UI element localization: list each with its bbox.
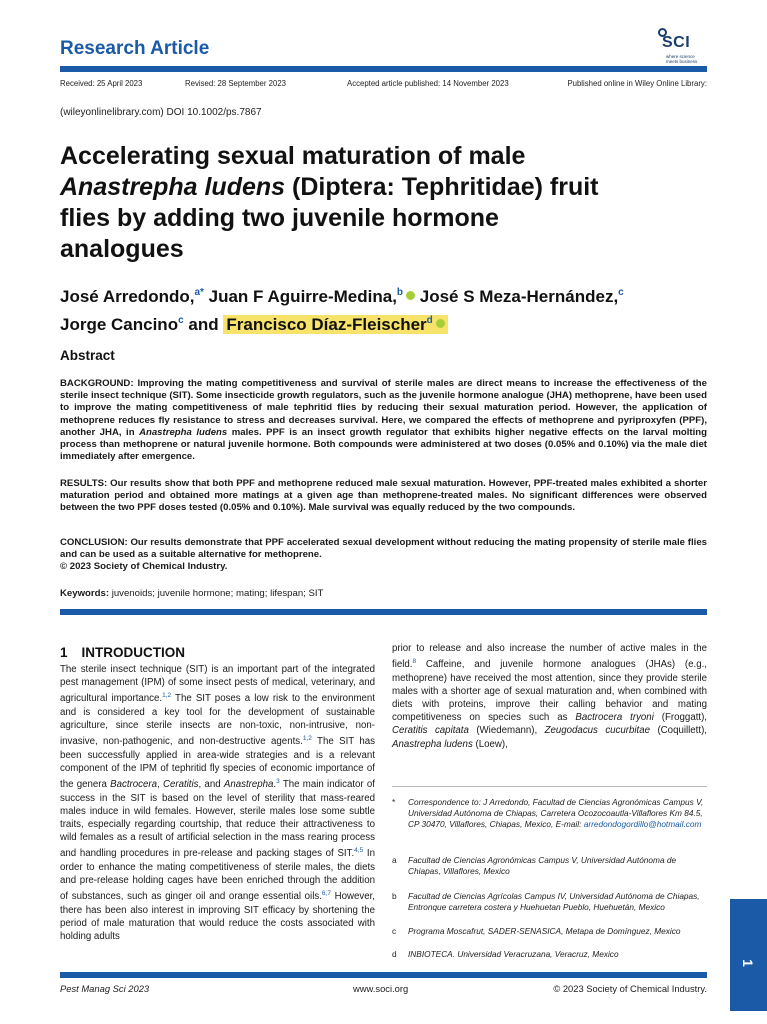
author-name[interactable]: Jorge Cancino (60, 315, 179, 334)
footnote-label: c (392, 926, 397, 936)
citation-link[interactable]: 6,7 (321, 890, 331, 898)
section-rule (60, 609, 707, 615)
affiliation-b (392, 891, 707, 913)
footnote-label: b (392, 891, 397, 901)
author-affil[interactable]: d (426, 315, 433, 326)
sci-logo (652, 26, 712, 66)
intro-left-column: The sterile insect technique (SIT) is an important part of the integrated pest management (IPM) of some insect pests of medical, veterinary, and agricultural importance.$^{1,2}$ The SIT poses a low risk to the environment and is considered a key tool for the development of sustainable agriculture, since sterile insects are non-toxic, non-intrusive, non-invasive, non-pathogenic, and non-destructive agents.$^{1,2}$ The SIT has been successfully applied in area-wide strategies and is a relevant component of the IPM of tephritid fly species of economic importance of the genera Bactrocera, Ceratitis, and Anastrepha.$^3$ The main indicator of success in the SIT is based on the level of sterility that mass-reared males induce in wild females. However, sterile males lose some subtle traits, especially regarding courtship, that reduce their attractiveness to wild females as a result of artificial selection in the mass rearing process and handling procedures in pre-release and packing stages of SIT.$^{4,5}$ In order to enhance the mating competitiveness of sterile males, the diets and pre-release holding cages have been enriched through the addition of substances, such as ginger oil and orange essential oils.$^{6,7}$ However, there has been also interest in improving SIT efficacy by shortening the period of male maturation that would reduce the costs associated with holding adults (60, 664, 376, 943)
doi-line: (wileyonlinelibrary.com) DOI 10.1002/ps.7867 (60, 107, 262, 118)
article-type-heading: Research Article (60, 38, 210, 59)
footer-url[interactable]: www.soci.org (353, 983, 409, 994)
citation-link[interactable]: 8 (412, 658, 417, 666)
affiliation-text: Programa Moscafrut, SADER-SENASICA, Metapa de Domínguez, Mexico (408, 926, 681, 936)
keywords-label: Keywords: (60, 588, 110, 599)
correspondence-footnote (392, 797, 707, 830)
accepted-date: Accepted article published: 14 November 2023 (347, 79, 509, 88)
footer-copyright: © 2023 Society of Chemical Industry. (553, 983, 707, 994)
abstract-conclusion: CONCLUSION: Our results demonstrate that PPF accelerated sexual development without reducing the mating propensity of sterile male flies and can be used as a suitable alternative for methoprene. (60, 537, 707, 561)
author-name[interactable]: José Arredondo, (60, 287, 195, 306)
article-title (60, 141, 710, 265)
affiliation-a (392, 855, 707, 877)
affiliation-c (392, 926, 707, 937)
author-affil[interactable]: a* (194, 287, 204, 298)
footer-journal: Pest Manag Sci 2023 (60, 983, 150, 994)
author-affil[interactable]: b (396, 287, 404, 298)
footnote-label: * (392, 797, 396, 807)
received-date: Received: 25 April 2023 (60, 79, 143, 88)
author-connector: and (188, 315, 219, 334)
author-list (60, 281, 710, 337)
keywords (60, 588, 323, 599)
title-species: Anastrepha ludens (60, 173, 286, 201)
title-line-3: flies by adding two juvenile hormone (60, 204, 499, 232)
page-number: 1 (739, 959, 756, 967)
affiliation-text: INBIOTECA. Universidad Veracruzana, Veracruz, Mexico (408, 949, 619, 959)
affiliation-text: Facultad de Ciencias Agronómicas Campus V, Universidad Autónoma de Chiapas, Villaflores, Mexico (408, 855, 677, 876)
email-link[interactable]: arredondogordillo@hotmail.com (583, 819, 702, 829)
page-number-tab (730, 899, 767, 1011)
highlighted-author[interactable] (223, 315, 447, 334)
abstract-background-end: males. PPF is an insect growth regulator that exhibits higher negative effects on the larval molting process than methoprene or natural juvenile hormone. Both compounds were administered at two doses (0.05% and 0.10%) via the male diet immediately after emergence. (60, 426, 707, 463)
logo-text: SCI (662, 34, 691, 51)
abstract-copyright: © 2023 Society of Chemical Industry. (60, 561, 228, 572)
abstract-species: Anastrepha ludens (139, 426, 228, 438)
affiliation-d (392, 949, 707, 960)
correspondence-text: Correspondence to: J Arredondo, Facultad de Ciencias Agronómicas Campus V, Universidad Autónoma de Chiapas, Carretera Ocozocoautla-Villaflores Km 84.5, CP 30470, Villaflores, Chiapas, Mexico, E-mail: (408, 797, 704, 829)
citation-link[interactable]: 1,2 (302, 735, 312, 743)
orcid-icon[interactable] (436, 319, 445, 328)
citation-link[interactable]: 3 (276, 778, 280, 786)
abstract-results: RESULTS: Our results show that both PPF and methoprene reduced male sexual maturation. However, PPF-treated males exhibited a shorter maturation period and obtained more matings at a given age than methoprene-treated males. No significant differences were observed between the two PPF doses tested (0.05% and 0.10%). Male survival was equally reduced by the two compounds. (60, 478, 707, 514)
section-heading (60, 645, 185, 660)
section-title: INTRODUCTION (81, 645, 186, 660)
title-line-1: Accelerating sexual maturation of male (60, 142, 526, 170)
title-line-2 (60, 172, 710, 203)
revised-date: Revised: 28 September 2023 (185, 79, 286, 88)
intro-right-column: prior to release and also increase the number of active males in the field.$^8$ Caffeine, and juvenile hormone analogues (JHAs) (e.g., methoprene) have received the most attention, since they provide sterile males with a shorter age of sexual maturation and, when combined with diets with proteins, improve their calling behavior and mating competitiveness on species such as Bactrocera tryoni (Froggatt), Ceratitis capitata (Wiedemann), Zeugodacus cucurbitae (Coquillett), Anastrepha ludens (Loew), (392, 643, 708, 750)
author-affil[interactable]: c (178, 315, 184, 326)
logo-tagline: where science meets business (666, 54, 698, 64)
footnote-rule (392, 786, 707, 787)
abstract-background (60, 378, 707, 463)
abstract-heading: Abstract (60, 348, 115, 363)
author-name[interactable]: Francisco Díaz-Fleischer (226, 315, 427, 334)
citation-link[interactable]: 4,5 (354, 847, 364, 855)
citation-link[interactable]: 1,2 (162, 692, 172, 700)
author-affil[interactable]: c (618, 287, 624, 298)
section-number: 1 (60, 645, 68, 660)
title-line-4: analogues (60, 235, 184, 263)
header-rule (60, 66, 707, 72)
abstract-background-text: BACKGROUND: Improving the mating competitiveness and survival of sterile males are direct means to increase the effectiveness of the sterile insect technique (SIT). Some insecticide growth regulators, such as the juvenile hormone analogue (JHA) methoprene, have been used to improve the mating competitiveness of male tephritid flies by reducing their sexual maturation period. However, the application of methoprene reduces fly resistance to stress and decreases survival. Here, we compared the effects of methoprene and pyriproxyfen (PPF), another JHA, in (60, 378, 707, 438)
title-line-2-rest: (Diptera: Tephritidae) fruit (285, 173, 599, 201)
orcid-icon[interactable] (406, 291, 415, 300)
footnote-label: d (392, 949, 397, 959)
published-online: Published online in Wiley Online Library: (567, 79, 707, 88)
keywords-value: juvenoids; juvenile hormone; mating; lifespan; SIT (109, 588, 324, 599)
author-name[interactable]: José S Meza-Hernández, (419, 287, 619, 306)
affiliation-text: Facultad de Ciencias Agrícolas Campus IV, Universidad Autónoma de Chiapas, Entronque carretera costera y Huehuetan Pueblo, Huehuetán, Mexico (408, 891, 700, 912)
footnote-label: a (392, 855, 397, 865)
footer-rule (60, 972, 707, 978)
author-name[interactable]: Juan F Aguirre-Medina, (208, 287, 397, 306)
